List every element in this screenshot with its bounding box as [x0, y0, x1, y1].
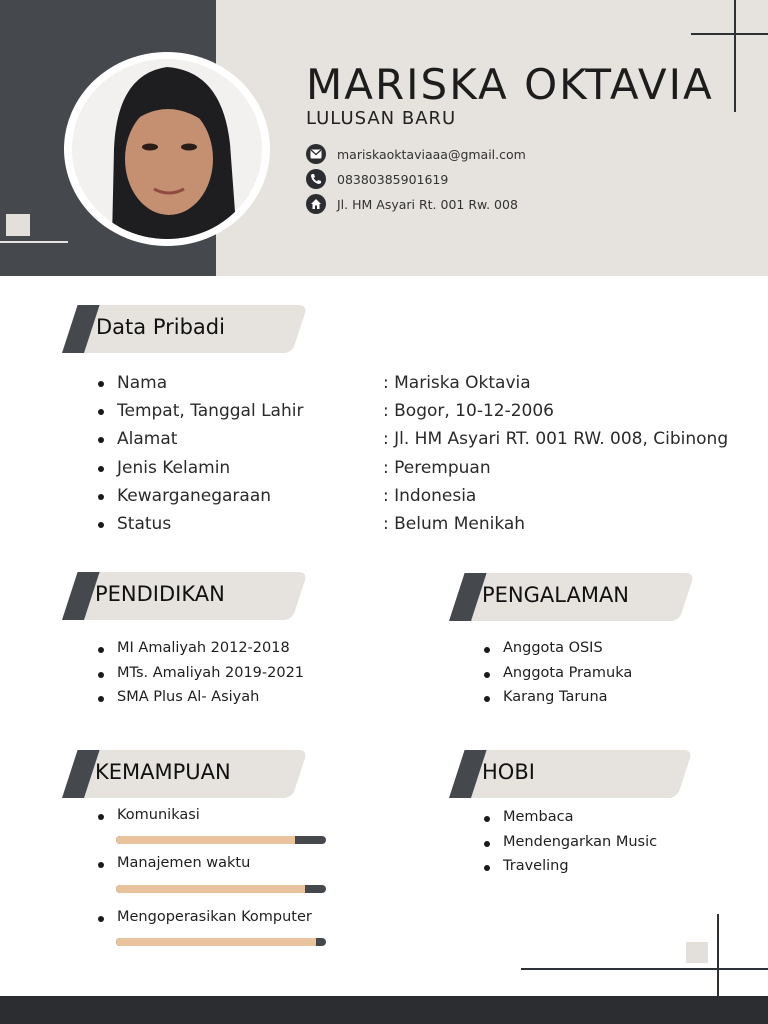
list-item — [482, 809, 657, 834]
bullet — [98, 522, 104, 528]
skill-bar-fill — [116, 885, 305, 893]
deco-line-bottom-horizontal — [521, 968, 768, 970]
section-title-experience: PENGALAMAN — [482, 583, 630, 607]
personal-row — [96, 485, 756, 513]
section-title-skills: KEMAMPUAN — [95, 760, 231, 784]
personal-row — [96, 372, 756, 400]
personal-value: : Perempuan — [383, 457, 491, 478]
list-item — [96, 665, 304, 690]
bullet — [98, 862, 104, 868]
section-title-personal: Data Pribadi — [96, 315, 225, 339]
personal-row — [96, 457, 756, 485]
bullet — [98, 381, 104, 387]
skill-name-text: Komunikasi — [117, 807, 200, 823]
phone-icon — [306, 169, 326, 189]
personal-row — [96, 513, 756, 541]
skill-bar-fill — [116, 938, 316, 946]
skill-name-text: Manajemen waktu — [117, 855, 251, 871]
list-item — [482, 665, 632, 690]
section-header-experience — [449, 573, 689, 621]
profile-photo — [72, 59, 262, 239]
skill-name — [96, 909, 336, 929]
personal-value: : Mariska Oktavia — [383, 373, 531, 393]
skill-bar — [116, 836, 326, 844]
experience-list — [482, 640, 632, 714]
personal-label: Nama — [117, 373, 168, 393]
skill-entry — [96, 855, 336, 875]
bullet — [484, 816, 490, 822]
section-header-hobbies — [449, 750, 689, 798]
hobby-item-text: Membaca — [503, 809, 574, 825]
list-item — [96, 640, 304, 665]
contact-phone-text: 08380385901619 — [337, 171, 449, 187]
bullet — [98, 494, 104, 500]
deco-square-bottom — [686, 942, 708, 963]
education-item-text: SMA Plus Al- Asiyah — [117, 689, 260, 705]
list-item — [482, 858, 657, 883]
personal-value: : Jl. HM Asyari RT. 001 RW. 008, Cibinong — [383, 429, 729, 450]
personal-label: Status — [117, 513, 172, 534]
profile-photo-illustration — [72, 59, 262, 239]
experience-item-text: Anggota OSIS — [503, 640, 603, 656]
experience-item-text: Anggota Pramuka — [503, 664, 633, 681]
bullet — [98, 916, 104, 922]
list-item — [482, 689, 632, 714]
personal-value: : Belum Menikah — [383, 513, 526, 534]
skill-name-text: Mengoperasikan Komputer — [117, 909, 312, 925]
skill-bar — [116, 885, 326, 893]
personal-data-list — [96, 372, 756, 541]
footer-bar — [0, 996, 768, 1024]
section-header-personal — [62, 305, 302, 353]
education-item-text: MI Amaliyah 2012-2018 — [117, 640, 290, 656]
section-header-education — [62, 572, 302, 620]
bullet — [98, 466, 104, 472]
education-list — [96, 640, 304, 714]
bullet — [484, 672, 490, 678]
bullet — [98, 814, 104, 820]
personal-value: : Indonesia — [383, 485, 477, 506]
hobby-list — [482, 809, 657, 883]
bullet — [98, 437, 104, 443]
candidate-role: LULUSAN BARU — [306, 108, 457, 129]
bullet — [98, 409, 104, 415]
bullet — [484, 696, 490, 702]
bullet — [484, 647, 490, 653]
skill-bar-fill — [116, 836, 295, 844]
personal-label: Jenis Kelamin — [117, 457, 231, 478]
personal-label: Kewarganegaraan — [117, 485, 272, 506]
personal-value: : Bogor, 10-12-2006 — [383, 401, 554, 422]
candidate-name: MARISKA OKTAVIA — [306, 60, 714, 109]
contact-address — [306, 194, 518, 214]
bullet — [98, 696, 104, 702]
bullet — [484, 865, 490, 871]
experience-item-text: Karang Taruna — [503, 689, 608, 705]
skill-entry — [96, 807, 336, 827]
list-item — [482, 834, 657, 859]
header-beige-panel — [216, 0, 768, 276]
deco-square-left — [6, 214, 30, 236]
personal-label: Alamat — [117, 429, 178, 450]
bullet — [98, 647, 104, 653]
deco-line-left-horizontal — [0, 241, 68, 243]
personal-label: Tempat, Tanggal Lahir — [117, 401, 304, 422]
contact-email-text: mariskaoktaviaaa@gmail.com — [337, 146, 526, 162]
hobby-item-text: Traveling — [503, 858, 569, 874]
personal-row — [96, 400, 756, 428]
section-title-hobbies: HOBI — [482, 760, 535, 784]
personal-row — [96, 428, 756, 456]
contact-address-text: Jl. HM Asyari Rt. 001 Rw. 008 — [337, 196, 518, 212]
list-item — [96, 689, 304, 714]
home-icon — [306, 194, 326, 214]
list-item — [482, 640, 632, 665]
skill-entry — [96, 909, 336, 929]
deco-line-top-horizontal — [691, 33, 768, 35]
hobby-item-text: Mendengarkan Music — [503, 833, 658, 850]
bullet — [484, 841, 490, 847]
section-title-education: PENDIDIKAN — [95, 582, 225, 606]
section-header-skills — [62, 750, 302, 798]
education-item-text: MTs. Amaliyah 2019-2021 — [117, 664, 305, 681]
deco-line-top-vertical — [734, 0, 736, 112]
skill-bar — [116, 938, 326, 946]
email-icon — [306, 144, 326, 164]
skill-name — [96, 807, 336, 827]
contact-email — [306, 144, 526, 164]
skill-name — [96, 855, 336, 875]
contact-phone — [306, 169, 448, 189]
bullet — [98, 672, 104, 678]
